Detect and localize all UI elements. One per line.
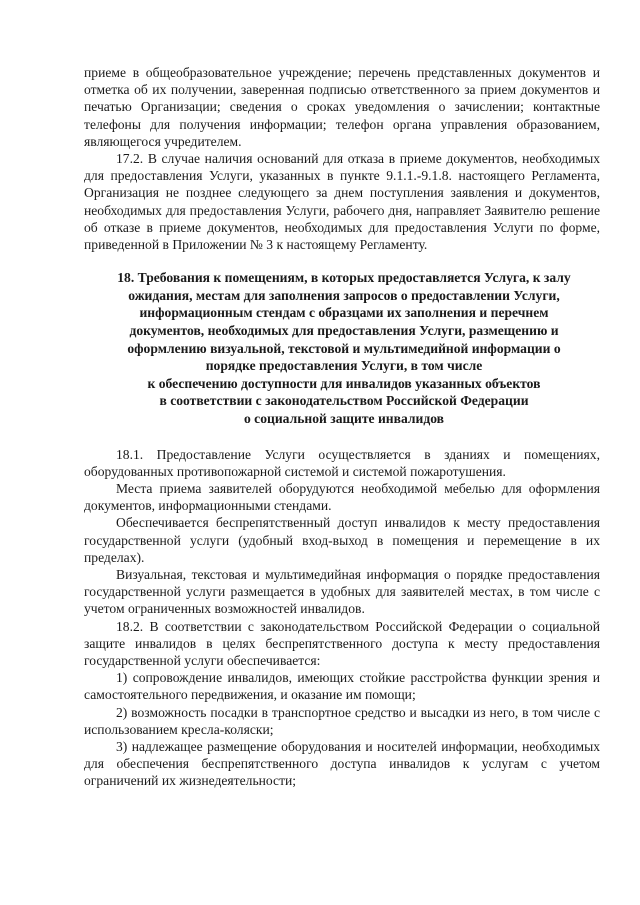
paragraph-17-2: 17.2. В случае наличия оснований для отказа в приеме документов, необходимых для предоставления Услуги, указанных в пункте 9.1.1.-9.1.8. настоящего Регламента, Организация не позднее следующего за днем поступления заявления и документов, необходимых для предоставления Услуги, рабочего дня, направляет Заявителю решение об отказе в приеме документов, необходимых для предоставления Услуги по форме, приведенной в Приложении № 3 к настоящему Регламенту.: [84, 151, 600, 253]
list-item-2: 2) возможность посадки в транспортное средство и высадки из него, в том числе с использованием кресла-коляски;: [84, 704, 600, 737]
paragraph-information: Визуальная, текстовая и мультимедийная информация о порядке предоставления государственной услуги размещается в удобных для заявителей местах, в том числе с учетом ограниченных возможностей инвалидов.: [84, 567, 600, 617]
paragraph-access: Обеспечивается беспрепятственный доступ инвалидов к месту предоставления государственной услуги (удобный вход-выход в помещения и перемещение в их пределах).: [84, 515, 600, 565]
heading-line: порядке предоставления Услуги, в том числе: [205, 358, 483, 374]
heading-line: документов, необходимых для предоставления Услуги, размещению и: [129, 323, 559, 339]
heading-line: информационным стендам с образцами их заполнения и перечнем: [139, 305, 549, 321]
section-18-heading: [84, 269, 600, 427]
heading-line: оформлению визуальной, текстовой и мультимедийной информации о: [127, 340, 561, 356]
paragraph-18-2: 18.2. В соответствии с законодательством Российской Федерации о социальной защите инвалидов в целях беспрепятственного доступа к месту предоставления государственной услуги обеспечивается:: [84, 618, 600, 669]
continued-paragraph: приеме в общеобразовательное учреждение; перечень представленных документов и отметка об их получении, заверенная подписью ответственного за прием документов и печатью Организации; сведения о сроках уведомления о зачислении; контактные телефоны для получения информации; телефон органа управления образованием, являющегося учредителем.: [84, 65, 600, 149]
paragraph-18-1: 18.1. Предоставление Услуги осуществляется в зданиях и помещениях, оборудованных противопожарной системой и системой пожаротушения.: [84, 446, 600, 479]
heading-line: 18. Требования к помещениям, в которых предоставляется Услуга, к залу: [117, 270, 571, 286]
heading-line: о социальной защите инвалидов: [243, 410, 445, 426]
list-item-1: 1) сопровождение инвалидов, имеющих стойкие расстройства функции зрения и самостоятельного передвижения, и оказание им помощи;: [84, 670, 600, 703]
list-item-3: 3) надлежащее размещение оборудования и носителей информации, необходимых для обеспечения беспрепятственного доступа инвалидов к услугам с учетом ограничений их жизнедеятельности;: [84, 739, 600, 789]
heading-line: к обеспечению доступности для инвалидов указанных объектов: [147, 375, 541, 391]
heading-line: ожидания, местам для заполнения запросов о предоставлении Услуги,: [128, 287, 560, 303]
heading-line: в соответствии с законодательством Российской Федерации: [159, 393, 529, 409]
paragraph-workplaces: Места приема заявителей оборудуются необходимой мебелью для оформления документов, информационными стендами.: [84, 480, 600, 514]
